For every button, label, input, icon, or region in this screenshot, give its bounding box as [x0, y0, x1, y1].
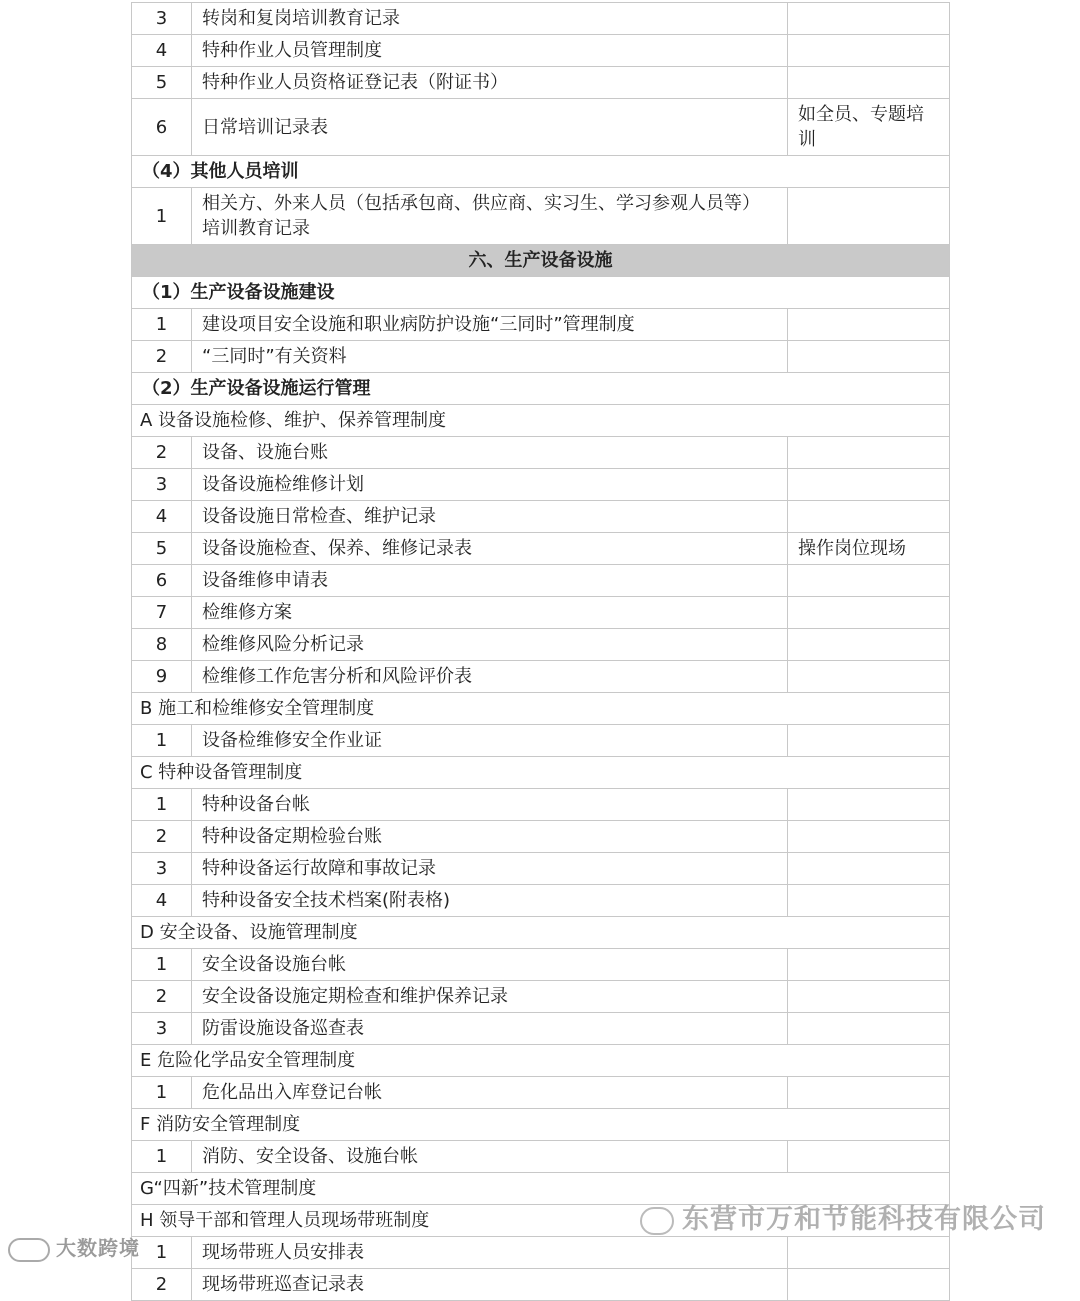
section-title: 六、生产设备设施: [132, 245, 950, 277]
table-row: [132, 565, 950, 597]
item-note: [788, 1013, 950, 1045]
table-row: [132, 597, 950, 629]
table-row: [132, 661, 950, 693]
item-text: 设备维修申请表: [192, 565, 788, 597]
item-number: 2: [132, 1269, 192, 1301]
subsection-row: [132, 277, 950, 309]
item-text: 现场带班巡查记录表: [192, 1269, 788, 1301]
item-note: [788, 501, 950, 533]
item-note: [788, 188, 950, 245]
item-text: 防雷设施设备巡查表: [192, 1013, 788, 1045]
table-row: [132, 469, 950, 501]
item-number: 1: [132, 1141, 192, 1173]
item-number: 7: [132, 597, 192, 629]
item-number: 1: [132, 1077, 192, 1109]
item-text: 日常培训记录表: [192, 99, 788, 156]
subsection-title: （4）其他人员培训: [132, 156, 950, 188]
table-row: [132, 188, 950, 245]
item-number: 4: [132, 501, 192, 533]
item-number: 8: [132, 629, 192, 661]
item-number: 1: [132, 789, 192, 821]
table-row: [132, 3, 950, 35]
item-number: 2: [132, 981, 192, 1013]
item-note: [788, 565, 950, 597]
item-number: 3: [132, 469, 192, 501]
item-text: 检维修风险分析记录: [192, 629, 788, 661]
item-note: [788, 949, 950, 981]
item-note: [788, 725, 950, 757]
item-note: [788, 981, 950, 1013]
item-text: 检维修工作危害分析和风险评价表: [192, 661, 788, 693]
item-note: [788, 885, 950, 917]
item-text: “三同时”有关资料: [192, 341, 788, 373]
table-row: [132, 629, 950, 661]
item-text: 特种设备运行故障和事故记录: [192, 853, 788, 885]
item-number: 1: [132, 309, 192, 341]
item-number: 5: [132, 533, 192, 565]
subsection-row: [132, 156, 950, 188]
group-row: [132, 405, 950, 437]
group-row: [132, 917, 950, 949]
item-text: 转岗和复岗培训教育记录: [192, 3, 788, 35]
table-row: [132, 789, 950, 821]
item-number: 2: [132, 821, 192, 853]
subsection-row: [132, 373, 950, 405]
table-row: [132, 67, 950, 99]
table-row: [132, 1077, 950, 1109]
item-number: 9: [132, 661, 192, 693]
item-number: 5: [132, 67, 192, 99]
item-number: 1: [132, 949, 192, 981]
item-number: 6: [132, 99, 192, 156]
item-text: 设备设施日常检查、维护记录: [192, 501, 788, 533]
item-number: 3: [132, 1013, 192, 1045]
group-title: A 设备设施检修、维护、保养管理制度: [132, 405, 950, 437]
item-number: 4: [132, 35, 192, 67]
item-note: [788, 853, 950, 885]
table-row: [132, 501, 950, 533]
item-number: 2: [132, 341, 192, 373]
item-note: [788, 789, 950, 821]
wechat-logo-icon: [640, 1207, 674, 1235]
group-row: [132, 757, 950, 789]
watermark-left: 大数跨境: [8, 1232, 140, 1262]
item-text: 危化品出入库登记台帐: [192, 1077, 788, 1109]
table-row: [132, 949, 950, 981]
item-number: 1: [132, 725, 192, 757]
document-table: [131, 2, 950, 1301]
item-text: 设备设施检查、保养、维修记录表: [192, 533, 788, 565]
item-note: [788, 67, 950, 99]
table-row: [132, 35, 950, 67]
item-note: [788, 1077, 950, 1109]
item-number: 2: [132, 437, 192, 469]
item-number: 1: [132, 1237, 192, 1269]
item-note: 操作岗位现场: [788, 533, 950, 565]
item-text: 建设项目安全设施和职业病防护设施“三同时”管理制度: [192, 309, 788, 341]
weibo-logo-icon: [8, 1238, 50, 1262]
table-row: [132, 341, 950, 373]
subsection-title: （2）生产设备设施运行管理: [132, 373, 950, 405]
watermark-right: 东营市万和节能科技有限公司: [640, 1197, 1046, 1236]
item-note: [788, 35, 950, 67]
table-row: [132, 533, 950, 565]
item-note: [788, 821, 950, 853]
item-text: 相关方、外来人员（包括承包商、供应商、实习生、学习参观人员等）培训教育记录: [192, 188, 788, 245]
item-text: 设备检维修安全作业证: [192, 725, 788, 757]
group-title: H 领导干部和管理人员现场带班制度: [132, 1205, 950, 1237]
table-row: [132, 853, 950, 885]
item-note: [788, 437, 950, 469]
group-row: [132, 1045, 950, 1077]
item-number: 3: [132, 853, 192, 885]
item-text: 安全设备设施台帐: [192, 949, 788, 981]
group-title: G“四新”技术管理制度: [132, 1173, 950, 1205]
group-title: F 消防安全管理制度: [132, 1109, 950, 1141]
item-text: 检维修方案: [192, 597, 788, 629]
item-text: 设备设施检维修计划: [192, 469, 788, 501]
group-row: [132, 1109, 950, 1141]
item-note: [788, 309, 950, 341]
table-row: [132, 981, 950, 1013]
item-note: [788, 629, 950, 661]
group-title: D 安全设备、设施管理制度: [132, 917, 950, 949]
table-row: [132, 821, 950, 853]
item-text: 设备、设施台账: [192, 437, 788, 469]
group-row: [132, 693, 950, 725]
item-text: 特种作业人员资格证登记表（附证书）: [192, 67, 788, 99]
table-row: [132, 1237, 950, 1269]
item-text: 消防、安全设备、设施台帐: [192, 1141, 788, 1173]
item-text: 特种设备台帐: [192, 789, 788, 821]
item-number: 1: [132, 188, 192, 245]
table-row: [132, 437, 950, 469]
item-note: [788, 1141, 950, 1173]
item-note: [788, 1237, 950, 1269]
item-number: 4: [132, 885, 192, 917]
table-row: [132, 309, 950, 341]
item-note: [788, 1269, 950, 1301]
item-note: 如全员、专题培训: [788, 99, 950, 156]
section-header-row: [132, 245, 950, 277]
group-title: B 施工和检维修安全管理制度: [132, 693, 950, 725]
table-row: [132, 1141, 950, 1173]
item-text: 现场带班人员安排表: [192, 1237, 788, 1269]
item-note: [788, 469, 950, 501]
table-row: [132, 99, 950, 156]
item-text: 特种作业人员管理制度: [192, 35, 788, 67]
item-text: 安全设备设施定期检查和维护保养记录: [192, 981, 788, 1013]
table-row: [132, 885, 950, 917]
table-row: [132, 1269, 950, 1301]
group-title: C 特种设备管理制度: [132, 757, 950, 789]
item-note: [788, 341, 950, 373]
item-number: 3: [132, 3, 192, 35]
item-note: [788, 3, 950, 35]
item-note: [788, 597, 950, 629]
item-text: 特种设备定期检验台账: [192, 821, 788, 853]
subsection-title: （1）生产设备设施建设: [132, 277, 950, 309]
item-number: 6: [132, 565, 192, 597]
table-row: [132, 725, 950, 757]
item-note: [788, 661, 950, 693]
table-row: [132, 1013, 950, 1045]
group-title: E 危险化学品安全管理制度: [132, 1045, 950, 1077]
item-text: 特种设备安全技术档案(附表格): [192, 885, 788, 917]
